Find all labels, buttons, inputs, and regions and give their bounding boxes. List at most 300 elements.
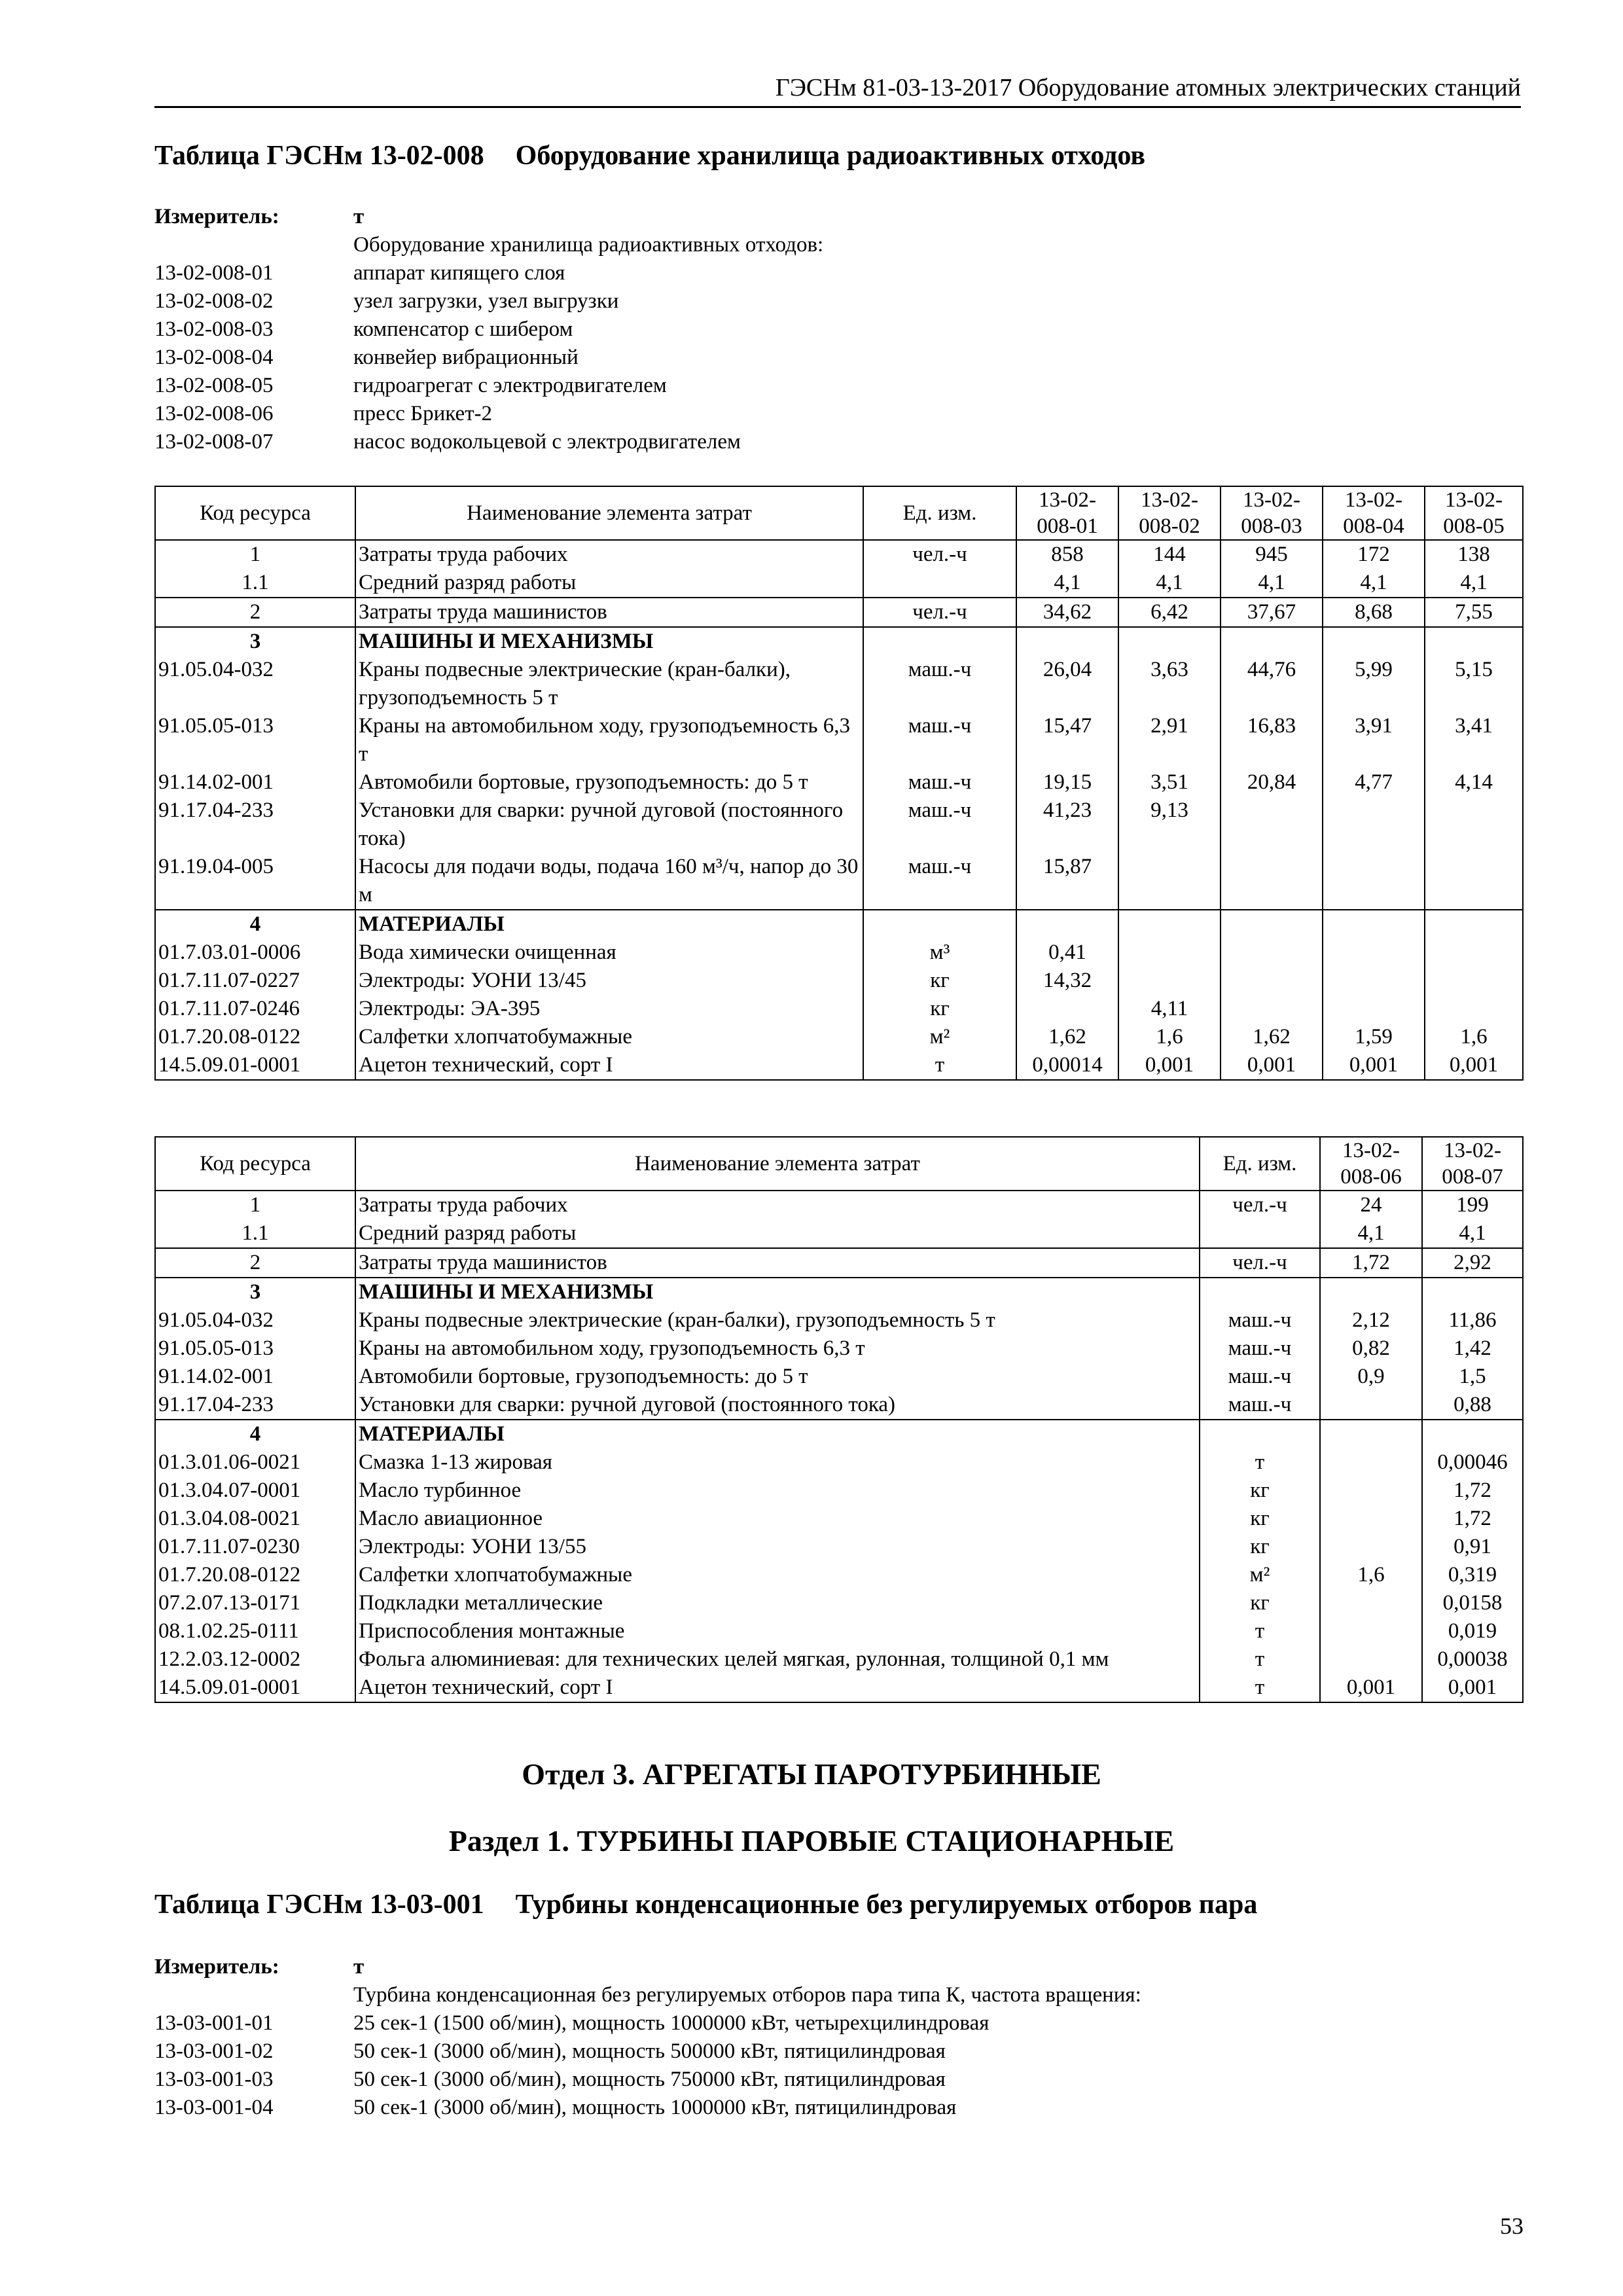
table-cell: 4,1 (1016, 569, 1118, 598)
table-row (155, 1278, 1523, 1306)
table-cell: 0,001 (1425, 1051, 1523, 1080)
table-cell: 20,84 (1221, 768, 1323, 797)
column-header: 13-02-008-03 (1221, 486, 1323, 540)
table-cell: Автомобили бортовые, грузоподъемность: до 5 т (355, 768, 863, 797)
item-name: компенсатор с шибером (353, 317, 573, 341)
table-cell: 91.17.04-233 (155, 797, 355, 853)
table-cell: 1.1 (155, 569, 355, 598)
table-cell: Автомобили бортовые, грузоподъемность: до 5 т (355, 1363, 1200, 1391)
table-cell: 9,13 (1118, 797, 1221, 853)
table-cell: кг (1200, 1477, 1320, 1505)
item-name: конвейер вибрационный (353, 346, 579, 369)
table-cell: 945 (1221, 540, 1323, 569)
table-cell: кг (1200, 1533, 1320, 1561)
table-cell: маш.-ч (1200, 1363, 1320, 1391)
table-row (155, 1363, 1523, 1391)
column-header: Наименование элемента затрат (355, 1137, 1200, 1191)
table-cell (1425, 910, 1523, 939)
table-cell: 0,00014 (1016, 1051, 1118, 1080)
item-code: 13-02-008-07 (154, 430, 274, 454)
table-cell: маш.-ч (1200, 1306, 1320, 1335)
table-cell: маш.-ч (1200, 1335, 1320, 1363)
table-cell: Затраты труда машинистов (355, 598, 863, 627)
table-cell (1422, 1278, 1523, 1306)
table-cell (1221, 853, 1323, 910)
item-name: аппарат кипящего слоя (353, 261, 565, 285)
table-row (155, 1219, 1523, 1248)
table-cell: 1.1 (155, 1219, 355, 1248)
table-cell: м³ (863, 939, 1016, 967)
column-header: Код ресурса (155, 1137, 355, 1191)
table-cell: 24 (1320, 1191, 1422, 1219)
table-cell: м² (863, 1023, 1016, 1051)
list-item (154, 2066, 1141, 2094)
table-cell: 1,42 (1422, 1335, 1523, 1363)
meter-block (154, 203, 823, 456)
table-row (155, 656, 1523, 712)
table-cell: 1,6 (1425, 1023, 1523, 1051)
table-cell: Затраты труда рабочих (355, 1191, 1200, 1219)
table-row (155, 1051, 1523, 1080)
item-code: 13-02-008-01 (154, 261, 274, 285)
table-cell (1320, 1533, 1422, 1561)
table-row (155, 1477, 1523, 1505)
table-cell: 5,99 (1323, 656, 1425, 712)
table-cell: 91.05.05-013 (155, 712, 355, 768)
table-cell (1200, 1420, 1320, 1448)
table-cell (1320, 1278, 1422, 1306)
table-cell: чел.-ч (1200, 1248, 1320, 1278)
list-item (154, 287, 823, 315)
table-cell (863, 627, 1016, 656)
table-cell: 4 (155, 910, 355, 939)
table-cell: 44,76 (1221, 656, 1323, 712)
table-cell: Затраты труда рабочих (355, 540, 863, 569)
table-cell: 1,6 (1118, 1023, 1221, 1051)
table-cell (1320, 1589, 1422, 1617)
table-cell: 12.2.03.12-0002 (155, 1645, 355, 1674)
table-cell (1320, 1617, 1422, 1645)
table-cell: 3,63 (1118, 656, 1221, 712)
resource-table-b (154, 1136, 1524, 1703)
table-row (155, 1248, 1523, 1278)
page-number: 53 (1500, 2213, 1524, 2239)
table-cell: 144 (1118, 540, 1221, 569)
table-cell: 0,001 (1323, 1051, 1425, 1080)
table-cell: Средний разряд работы (355, 1219, 1200, 1248)
table-row (155, 1533, 1523, 1561)
table-cell: 7,55 (1425, 598, 1523, 627)
table-cell (1323, 853, 1425, 910)
table-cell: 5,15 (1425, 656, 1523, 712)
table-cell: Установки для сварки: ручной дуговой (постоянного тока) (355, 797, 863, 853)
table-row (155, 910, 1523, 939)
table-cell (1221, 967, 1323, 995)
table-row (155, 853, 1523, 910)
table-cell (863, 910, 1016, 939)
item-code: 13-03-001-03 (154, 2068, 274, 2091)
table-row (155, 1391, 1523, 1420)
table-cell: Масло авиационное (355, 1505, 1200, 1533)
column-header: Наименование элемента затрат (355, 486, 863, 540)
table-cell: 0,88 (1422, 1391, 1523, 1420)
table-cell: 8,68 (1323, 598, 1425, 627)
table-cell: Краны на автомобильном ходу, грузоподъемность 6,3 т (355, 712, 863, 768)
table-cell (1320, 1448, 1422, 1477)
table-cell: 0,001 (1221, 1051, 1323, 1080)
table-cell: 91.17.04-233 (155, 1391, 355, 1420)
table-cell: 91.14.02-001 (155, 1363, 355, 1391)
table-cell: 3,41 (1425, 712, 1523, 768)
list-item (154, 2037, 1141, 2066)
table-cell: маш.-ч (863, 797, 1016, 853)
table-cell: кг (863, 995, 1016, 1023)
table-cell: 01.7.11.07-0227 (155, 967, 355, 995)
table-cell: 858 (1016, 540, 1118, 569)
table-cell: 1 (155, 1191, 355, 1219)
table-cell: Насосы для подачи воды, подача 160 м³/ч, напор до 30 м (355, 853, 863, 910)
table-cell: 1,6 (1320, 1561, 1422, 1589)
table-cell: МАШИНЫ И МЕХАНИЗМЫ (355, 1278, 1200, 1306)
table-cell: 0,41 (1016, 939, 1118, 967)
table-cell: т (1200, 1617, 1320, 1645)
table-row (155, 939, 1523, 967)
table-cell: Установки для сварки: ручной дуговой (постоянного тока) (355, 1391, 1200, 1420)
table-row (155, 967, 1523, 995)
table-cell (1425, 853, 1523, 910)
item-code: 13-03-001-01 (154, 2011, 274, 2035)
list-item (154, 315, 823, 344)
table-cell (1320, 1505, 1422, 1533)
table-cell: 14.5.09.01-0001 (155, 1674, 355, 1702)
column-header: Ед. изм. (863, 486, 1016, 540)
table-cell: 4,1 (1425, 569, 1523, 598)
table-cell: 1,59 (1323, 1023, 1425, 1051)
table-row (155, 1589, 1523, 1617)
table-cell (1425, 967, 1523, 995)
table-cell: 1 (155, 540, 355, 569)
table-cell (1320, 1477, 1422, 1505)
item-name: 50 сек-1 (3000 об/мин), мощность 750000 кВт, пятицилиндровая (353, 2068, 946, 2091)
table-cell: 0,00046 (1422, 1448, 1523, 1477)
item-name: пресс Брикет-2 (353, 402, 493, 425)
item-name: гидроагрегат с электродвигателем (353, 374, 667, 397)
table-cell: 91.05.04-032 (155, 656, 355, 712)
table-cell: Краны подвесные электрические (кран-балки), грузоподъемность 5 т (355, 1306, 1200, 1335)
table-cell: 91.14.02-001 (155, 768, 355, 797)
table-cell: кг (1200, 1589, 1320, 1617)
table-cell (1425, 797, 1523, 853)
table-cell: Салфетки хлопчатобумажные (355, 1561, 1200, 1589)
table-cell: 01.7.11.07-0230 (155, 1533, 355, 1561)
table-cell: МАТЕРИАЛЫ (355, 910, 863, 939)
table-cell: 16,83 (1221, 712, 1323, 768)
table-cell: 1,72 (1320, 1248, 1422, 1278)
meter-label: Измеритель: (154, 205, 279, 228)
table-cell: 15,87 (1016, 853, 1118, 910)
table-cell: 01.7.11.07-0246 (155, 995, 355, 1023)
table-cell (1323, 627, 1425, 656)
item-code: 13-03-001-04 (154, 2096, 274, 2119)
table-cell: маш.-ч (863, 853, 1016, 910)
table-cell: т (863, 1051, 1016, 1080)
table-cell (1323, 797, 1425, 853)
table-cell (1425, 995, 1523, 1023)
table-cell: 11,86 (1422, 1306, 1523, 1335)
meter-value: т (353, 205, 365, 228)
table-cell: 08.1.02.25-0111 (155, 1617, 355, 1645)
table-cell: 01.3.01.06-0021 (155, 1448, 355, 1477)
list-item (154, 372, 823, 400)
table-code: Таблица ГЭСНм 13-03-001 (154, 1890, 484, 1920)
table-cell (1118, 853, 1221, 910)
meter-intro: Турбина конденсационная без регулируемых отборов пара типа К, частота вращения: (353, 1983, 1141, 2007)
table-cell: Электроды: УОНИ 13/55 (355, 1533, 1200, 1561)
table-cell: Фольга алюминиевая: для технических целей мягкая, рулонная, толщиной 0,1 мм (355, 1645, 1200, 1674)
table-cell (1320, 1420, 1422, 1448)
table-cell: маш.-ч (863, 712, 1016, 768)
table-row (155, 569, 1523, 598)
table-cell: 138 (1425, 540, 1523, 569)
item-name: 50 сек-1 (3000 об/мин), мощность 500000 кВт, пятицилиндровая (353, 2039, 946, 2063)
table-cell (1323, 939, 1425, 967)
meter-value: т (353, 1955, 365, 1979)
table-row (155, 1617, 1523, 1645)
table-cell: 0,0158 (1422, 1589, 1523, 1617)
meter-label: Измеритель: (154, 1955, 279, 1979)
division-heading: Отдел 3. АГРЕГАТЫ ПАРОТУРБИННЫЕ (522, 1757, 1101, 1791)
table-cell (1016, 910, 1118, 939)
table-cell: 01.3.04.07-0001 (155, 1477, 355, 1505)
table-cell: 1,72 (1422, 1505, 1523, 1533)
table-cell: 0,019 (1422, 1617, 1523, 1645)
table-cell: Ацетон технический, сорт I (355, 1051, 863, 1080)
table-cell: 4 (155, 1420, 355, 1448)
table-cell: МАШИНЫ И МЕХАНИЗМЫ (355, 627, 863, 656)
table-row (155, 995, 1523, 1023)
table-cell (1118, 967, 1221, 995)
table-cell: Подкладки металлические (355, 1589, 1200, 1617)
table-cell: 2 (155, 1248, 355, 1278)
table-row (155, 1674, 1523, 1702)
table-cell: Салфетки хлопчатобумажные (355, 1023, 863, 1051)
table-row (155, 712, 1523, 768)
table-row (155, 1645, 1523, 1674)
table-cell: чел.-ч (863, 598, 1016, 627)
table-cell: 01.7.03.01-0006 (155, 939, 355, 967)
table-cell (1118, 939, 1221, 967)
table-cell (1425, 627, 1523, 656)
table-cell: 34,62 (1016, 598, 1118, 627)
table-row (155, 797, 1523, 853)
table-row (155, 1191, 1523, 1219)
table-row (155, 1448, 1523, 1477)
table-cell (1200, 1278, 1320, 1306)
table-cell (1016, 995, 1118, 1023)
item-code: 13-02-008-02 (154, 289, 274, 313)
column-header: 13-02-008-02 (1118, 486, 1221, 540)
meter-block (154, 1953, 1141, 2122)
table-cell: 4,1 (1118, 569, 1221, 598)
table-cell: 4,1 (1422, 1219, 1523, 1248)
table-cell: 4,1 (1320, 1219, 1422, 1248)
table-cell (1200, 1219, 1320, 1248)
table-cell: 14,32 (1016, 967, 1118, 995)
table-cell (1323, 995, 1425, 1023)
table-cell: МАТЕРИАЛЫ (355, 1420, 1200, 1448)
column-header: 13-02-008-01 (1016, 486, 1118, 540)
table-cell: 0,91 (1422, 1533, 1523, 1561)
table-cell: 91.19.04-005 (155, 853, 355, 910)
table-row (155, 627, 1523, 656)
column-header: 13-02-008-07 (1422, 1137, 1523, 1191)
table-cell: 0,001 (1422, 1674, 1523, 1702)
table-name: Турбины конденсационные без регулируемых отборов пара (515, 1890, 1258, 1920)
table-cell (1422, 1420, 1523, 1448)
table-cell: м² (1200, 1561, 1320, 1589)
table-cell: 2 (155, 598, 355, 627)
table-cell (1118, 910, 1221, 939)
table-cell: 3 (155, 1278, 355, 1306)
table-cell: 0,319 (1422, 1561, 1523, 1589)
table-cell: Затраты труда машинистов (355, 1248, 1200, 1278)
table-title (154, 1889, 1257, 1920)
table-cell (1221, 939, 1323, 967)
table-cell (1221, 797, 1323, 853)
table-cell: чел.-ч (1200, 1191, 1320, 1219)
table-cell: маш.-ч (1200, 1391, 1320, 1420)
table-cell: 2,92 (1422, 1248, 1523, 1278)
table-code: Таблица ГЭСНм 13-02-008 (154, 141, 484, 171)
item-name: насос водокольцевой с электродвигателем (353, 430, 741, 454)
table-cell: маш.-ч (863, 656, 1016, 712)
table-cell: 2,12 (1320, 1306, 1422, 1335)
table-cell: 0,001 (1320, 1674, 1422, 1702)
list-item (154, 2009, 1141, 2037)
table-row (155, 1023, 1523, 1051)
table-cell (863, 569, 1016, 598)
table-cell: т (1200, 1448, 1320, 1477)
table-cell (1425, 939, 1523, 967)
table-cell: Смазка 1-13 жировая (355, 1448, 1200, 1477)
column-header: 13-02-008-05 (1425, 486, 1523, 540)
table-cell: т (1200, 1674, 1320, 1702)
table-cell: 1,62 (1221, 1023, 1323, 1051)
table-cell: 4,77 (1323, 768, 1425, 797)
table-cell: 3,91 (1323, 712, 1425, 768)
table-cell: 19,15 (1016, 768, 1118, 797)
table-cell: Электроды: ЭА-395 (355, 995, 863, 1023)
column-header: Код ресурса (155, 486, 355, 540)
column-header: Ед. изм. (1200, 1137, 1320, 1191)
section-heading: Раздел 1. ТУРБИНЫ ПАРОВЫЕ СТАЦИОНАРНЫЕ (448, 1824, 1175, 1857)
list-item (154, 2094, 1141, 2122)
table-cell: чел.-ч (863, 540, 1016, 569)
item-name: 25 сек-1 (1500 об/мин), мощность 1000000 кВт, четырехцилиндровая (353, 2011, 990, 2035)
table-row (155, 598, 1523, 627)
table-cell: 37,67 (1221, 598, 1323, 627)
table-cell: 4,14 (1425, 768, 1523, 797)
table-cell: 6,42 (1118, 598, 1221, 627)
item-code: 13-02-008-04 (154, 346, 274, 369)
table-row (155, 1306, 1523, 1335)
meter-intro: Оборудование хранилища радиоактивных отходов: (353, 233, 824, 257)
table-cell: кг (1200, 1505, 1320, 1533)
table-row (155, 1505, 1523, 1533)
table-cell (1221, 995, 1323, 1023)
table-cell: 3,51 (1118, 768, 1221, 797)
table-cell: 14.5.09.01-0001 (155, 1051, 355, 1080)
table-cell: Средний разряд работы (355, 569, 863, 598)
item-code: 13-02-008-05 (154, 374, 274, 397)
column-header: 13-02-008-04 (1323, 486, 1425, 540)
table-cell: 01.7.20.08-0122 (155, 1561, 355, 1589)
table-cell: 91.05.04-032 (155, 1306, 355, 1335)
table-cell (1323, 910, 1425, 939)
table-cell: 41,23 (1016, 797, 1118, 853)
table-cell: 3 (155, 627, 355, 656)
table-cell: 1,72 (1422, 1477, 1523, 1505)
table-cell: Масло турбинное (355, 1477, 1200, 1505)
table-cell: т (1200, 1645, 1320, 1674)
item-code: 13-03-001-02 (154, 2039, 274, 2063)
table-cell: Ацетон технический, сорт I (355, 1674, 1200, 1702)
column-header: 13-02-008-06 (1320, 1137, 1422, 1191)
item-name: узел загрузки, узел выгрузки (353, 289, 619, 313)
item-code: 13-02-008-03 (154, 317, 274, 341)
table-cell: 4,1 (1221, 569, 1323, 598)
table-cell: 0,00038 (1422, 1645, 1523, 1674)
table-row (155, 1335, 1523, 1363)
table-name: Оборудование хранилища радиоактивных отходов (515, 141, 1146, 171)
table-cell (1221, 910, 1323, 939)
resource-table-a (154, 486, 1524, 1081)
table-cell: 0,9 (1320, 1363, 1422, 1391)
table-cell: Вода химически очищенная (355, 939, 863, 967)
table-cell (1320, 1645, 1422, 1674)
item-name: 50 сек-1 (3000 об/мин), мощность 1000000 кВт, пятицилиндровая (353, 2096, 957, 2119)
table-cell: маш.-ч (863, 768, 1016, 797)
table-cell: 2,91 (1118, 712, 1221, 768)
table-cell: 172 (1323, 540, 1425, 569)
table-row (155, 768, 1523, 797)
table-cell: 01.7.20.08-0122 (155, 1023, 355, 1051)
table-cell (1016, 627, 1118, 656)
table-cell (1118, 627, 1221, 656)
table-cell: 1,5 (1422, 1363, 1523, 1391)
table-cell: 15,47 (1016, 712, 1118, 768)
table-cell (1320, 1391, 1422, 1420)
table-row (155, 1420, 1523, 1448)
table-cell: Краны на автомобильном ходу, грузоподъемность 6,3 т (355, 1335, 1200, 1363)
table-title (154, 140, 1145, 171)
table-cell (1221, 627, 1323, 656)
table-row (155, 1561, 1523, 1589)
list-item (154, 344, 823, 372)
table-row (155, 540, 1523, 569)
table-cell: Приспособления монтажные (355, 1617, 1200, 1645)
table-cell (1323, 967, 1425, 995)
running-header: ГЭСНм 81-03-13-2017 Оборудование атомных электрических станций (154, 73, 1521, 108)
list-item (154, 428, 823, 456)
table-cell: 07.2.07.13-0171 (155, 1589, 355, 1617)
table-cell: Краны подвесные электрические (кран-балки), грузоподъемность 5 т (355, 656, 863, 712)
table-cell: 0,82 (1320, 1335, 1422, 1363)
table-cell: 26,04 (1016, 656, 1118, 712)
item-code: 13-02-008-06 (154, 402, 274, 425)
table-cell: 0,001 (1118, 1051, 1221, 1080)
table-cell: Электроды: УОНИ 13/45 (355, 967, 863, 995)
